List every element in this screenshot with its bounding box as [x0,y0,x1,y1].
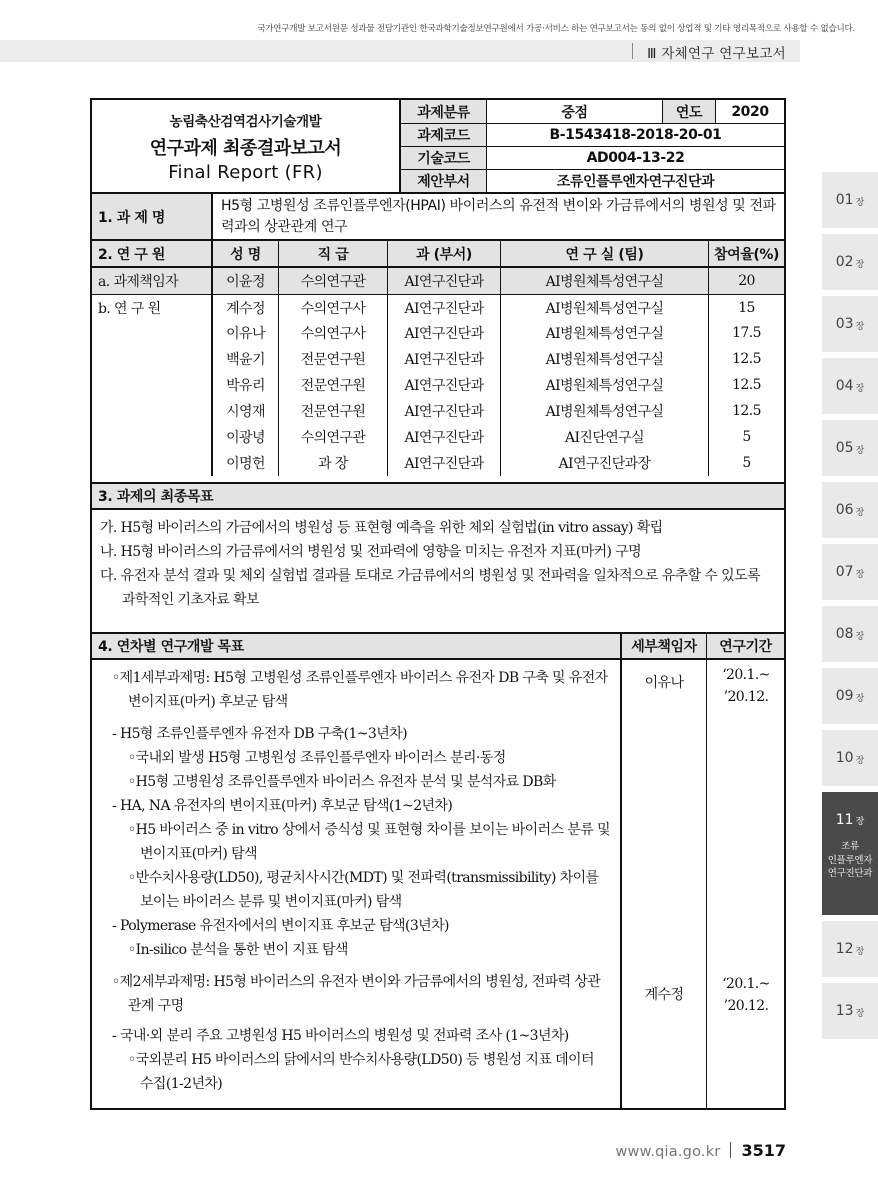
yearly-goals-body [92,658,620,1110]
chapter-tab-suffix: 장 [855,260,865,270]
chapter-tab-subtitle: 조류 인플루엔자 연구진단과 [827,841,873,879]
subproject-2-period-end: ’20.12. [723,998,769,1014]
researcher-lab: AI진단연구실 [500,424,708,450]
plan-subitem: ◦국외분리 H5 바이러스의 닭에서의 반수치사용량(LD50) 등 병원성 지표 데이터 수집(1-2년차) [128,1052,594,1092]
goals-body [92,508,784,632]
chapter-tab-suffix: 장 [855,694,865,704]
plan-subitem: ◦H5 바이러스 중 in vitro 상에서 증식성 및 표현형 차이를 보이는 바이러스 분류 및 변이지표(마커) 탐색 [128,822,610,862]
meta-dept-label: 제안부서 [399,169,486,192]
chapter-tab-suffix: 장 [855,1009,865,1019]
researcher-role [92,424,211,450]
chapter-tab-number: 10 [835,750,854,766]
period-column [706,658,784,1110]
researcher-lab: AI연구진단과장 [500,450,708,476]
chapter-tab-suffix: 장 [855,198,865,208]
researcher-dept: AI연구진단과 [387,346,500,372]
chapter-tab-suffix: 장 [855,756,865,766]
chapter-tab-suffix: 장 [855,570,865,580]
researcher-dept: AI연구진단과 [387,372,500,398]
chapter-tab-05[interactable] [822,420,878,476]
researcher-role: a. 과제책임자 [92,266,211,294]
plan-subitem: ◦국내외 발생 H5형 고병원성 조류인플루엔자 바이러스 분리·동정 [128,750,506,766]
subproject-2-period [707,973,784,1017]
researcher-rate: 17.5 [708,320,784,346]
researcher-dept: AI연구진단과 [387,266,500,294]
chapter-tab-01[interactable] [822,172,878,228]
plan-subitem: ◦반수치사용량(LD50), 평균치사시간(MDT) 및 전파력(transmissibility) 차이를 보이는 바이러스 분류 및 변이지표(마커) 탐색 [128,870,599,910]
final-report-table [90,98,786,1110]
subproject-1-title: ◦제1세부과제명: H5형 고병원성 조류인플루엔자 바이러스 유전자 DB 구축 및 유전자 변이지표(마커) 후보군 탐색 [112,670,608,710]
chapter-tab-number: 08 [835,626,854,642]
chapter-tab-13[interactable] [822,983,878,1039]
meta-class-label: 과제분류 [399,100,486,123]
researcher-name: 이윤정 [211,266,278,294]
chapter-tab-number: 13 [835,1003,854,1019]
header-divider [632,43,633,59]
goal-item: 다. 유전자 분석 결과 및 체외 실험법 결과를 토대로 가금류에서의 병원성 및 전파력을 일차적으로 유추할 수 있도록 과학적인 기초자료 확보 [100,568,760,608]
researcher-dept: AI연구진단과 [387,320,500,346]
meta-tech-value: AD004-13-22 [486,146,784,169]
chapter-tab-suffix: 장 [855,322,865,332]
researcher-role [92,450,211,476]
goal-item: 나. H5형 바이러스의 가금류에서의 병원성 및 전파력에 영향을 미치는 유전자 지표(마커) 구명 [100,544,642,560]
subproject-2-title: ◦제2세부과제명: H5형 바이러스의 유전자 변이와 가금류에서의 병원성, 전파력 상관관계 구명 [112,974,601,1014]
chapter-tab-04[interactable] [822,358,878,414]
researcher-rank: 과 장 [278,450,387,476]
researcher-name: 시영재 [211,398,278,424]
researcher-name: 계수정 [211,294,278,320]
chapter-tab-suffix: 장 [855,947,865,957]
chapter-tab-suffix: 장 [855,632,865,642]
meta-class-value: 중점 [486,100,662,123]
project-name-text: H5형 고병원성 조류인플루엔자(HPAI) 바이러스의 유전적 변이와 가금류에서의 병원성 및 전파력과의 상관관계 연구 [211,192,784,239]
chapter-tab-07[interactable] [822,544,878,600]
subproject-1-lead: 이유나 [644,675,684,691]
plan-item: - Polymerase 유전자에서의 변이지표 후보군 탐색(3년차) [112,918,449,934]
chapter-header-bar [0,40,800,62]
researcher-role: b. 연 구 원 [92,294,211,320]
col-period-header: 연구기간 [706,632,784,658]
plan-subitem: ◦In-silico 분석을 통한 변이 지표 탐색 [128,942,348,958]
col-rate-header: 참여율(%) [708,239,784,266]
subproject-1-period-end: ’20.12. [723,689,769,705]
subproject-1-period [707,664,784,708]
researcher-rank: 수의연구사 [278,320,387,346]
project-name-label: 1. 과 제 명 [92,192,211,239]
researcher-role [92,372,211,398]
meta-year-label: 연도 [662,100,715,123]
researcher-lab: AI병원체특성연구실 [500,398,708,424]
chapter-tab-08[interactable] [822,606,878,662]
goals-label: 3. 과제의 최종목표 [92,482,784,508]
chapter-tab-number: 07 [835,564,854,580]
copyright-notice: 국가연구개발 보고서원문 성과물 전담기관인 한국과학기술정보연구원에서 가공·서비스 하는 연구보고서는 동의 없이 상업적 및 기타 영리목적으로 사용할 수 없습니다. [257,24,855,34]
plan-item: - HA, NA 유전자의 변이지표(마커) 후보군 탐색(1~2년차) [112,798,453,814]
subproject-2-period-start: ‘20.1.~ [722,976,770,992]
researcher-rank: 수의연구관 [278,266,387,294]
col-dept-header: 과 (부서) [387,239,500,266]
chapter-tab-11[interactable] [822,792,878,915]
researcher-dept: AI연구진단과 [387,450,500,476]
subproject-1-items [100,722,610,962]
researcher-name: 이유나 [211,320,278,346]
researcher-lab: AI병원체특성연구실 [500,320,708,346]
chapter-tab-10[interactable] [822,730,878,786]
researcher-rate: 12.5 [708,346,784,372]
subproject-2-lead: 계수정 [644,987,684,1003]
meta-code-value: B-1543418-2018-20-01 [486,123,784,146]
chapter-header-title: Ⅲ 자체연구 연구보고서 [647,46,786,62]
subproject-1-period-start: ‘20.1.~ [722,667,770,683]
report-subtitle: Final Report (FR) [168,161,323,183]
researcher-name: 박유리 [211,372,278,398]
goal-item: 가. H5형 바이러스의 가금에서의 병원성 등 표현형 예측을 위한 체외 실험법(in vitro assay) 확립 [100,520,663,536]
footer-divider [730,1142,731,1158]
researcher-role [92,320,211,346]
footer-url: www.qia.go.kr [615,1144,721,1160]
chapter-tab-12[interactable] [822,921,878,977]
meta-year-value: 2020 [715,100,784,123]
researcher-rank: 전문연구원 [278,372,387,398]
chapter-tab-06[interactable] [822,482,878,538]
researcher-name: 이광녕 [211,424,278,450]
researcher-lab: AI병원체특성연구실 [500,346,708,372]
chapter-tab-number: 01 [835,192,854,208]
col-rank-header: 직 급 [278,239,387,266]
researcher-rank: 전문연구원 [278,346,387,372]
chapter-tab-number: 06 [835,502,854,518]
chapter-tab-number: 02 [835,254,854,270]
plan-item: - H5형 조류인플루엔자 유전자 DB 구축(1~3년차) [112,726,407,742]
page-footer [0,1141,786,1160]
meta-tech-label: 기술코드 [399,146,486,169]
researcher-lab: AI병원체특성연구실 [500,294,708,320]
researcher-lab: AI병원체특성연구실 [500,266,708,294]
chapter-tab-09[interactable] [822,668,878,724]
chapter-tab-number: 09 [835,688,854,704]
chapter-tab-number: 12 [835,941,854,957]
researcher-dept: AI연구진단과 [387,398,500,424]
researcher-rate: 20 [708,266,784,294]
chapter-tab-suffix: 장 [855,508,865,518]
report-program-title: 농림축산검역검사기술개발 [169,113,322,130]
researcher-rate: 12.5 [708,372,784,398]
researcher-rate: 12.5 [708,398,784,424]
lead-column [620,658,706,1110]
researcher-rate: 15 [708,294,784,320]
report-title: 연구과제 최종결과보고서 [149,137,342,159]
chapter-tab-number: 04 [835,378,854,394]
researcher-rate: 5 [708,450,784,476]
chapter-tab-suffix: 장 [855,446,865,456]
researcher-rank: 수의연구관 [278,424,387,450]
chapter-tab-03[interactable] [822,296,878,352]
chapter-tabs [822,172,878,1045]
plan-subitem: ◦H5형 고병원성 조류인플루엔자 바이러스 유전자 분석 및 분석자료 DB화 [128,774,556,790]
researcher-rank: 수의연구사 [278,294,387,320]
researchers-label: 2. 연 구 원 [92,239,211,266]
chapter-tab-suffix: 장 [855,384,865,394]
meta-dept-value: 조류인플루엔자연구진단과 [486,169,784,192]
researcher-dept: AI연구진단과 [387,424,500,450]
chapter-tab-number: 03 [835,316,854,332]
meta-code-label: 과제코드 [399,123,486,146]
col-lab-header: 연 구 실 (팀) [500,239,708,266]
researcher-name: 백윤기 [211,346,278,372]
researcher-lab: AI병원체특성연구실 [500,372,708,398]
page-number: 3517 [741,1141,786,1160]
chapter-tab-number: 05 [835,440,854,456]
researcher-role [92,398,211,424]
plan-item: - 국내·외 분리 주요 고병원성 H5 바이러스의 병원성 및 전파력 조사 (1~3년차) [112,1028,569,1044]
subproject-2-items [100,1024,610,1096]
researcher-dept: AI연구진단과 [387,294,500,320]
yearly-goals-label: 4. 연차별 연구개발 목표 [92,632,620,658]
researcher-rate: 5 [708,424,784,450]
col-name-header: 성 명 [211,239,278,266]
chapter-tab-label: 11 장 [835,812,865,828]
researcher-role [92,346,211,372]
researcher-rank: 전문연구원 [278,398,387,424]
chapter-tab-02[interactable] [822,234,878,290]
researcher-name: 이명헌 [211,450,278,476]
report-title-block [92,100,399,192]
col-lead-header: 세부책임자 [620,632,706,658]
